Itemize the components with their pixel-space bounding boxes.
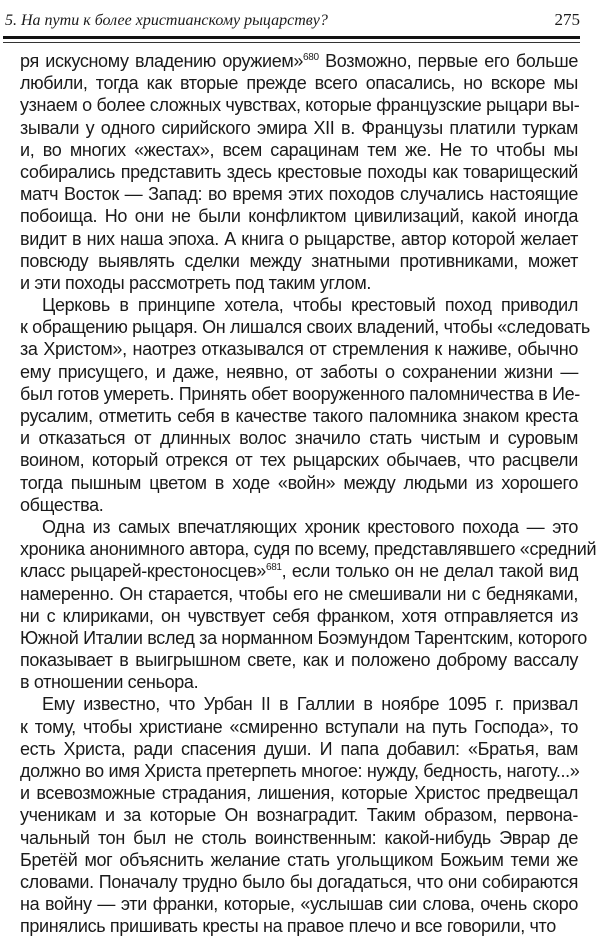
text-line: [20, 693, 578, 715]
text-segment: ученикам и за которые Он вознаградит. Таким образом, первона-: [20, 805, 578, 826]
text-segment: ря искусному владению оружием»: [20, 51, 304, 71]
text-segment: класс рыцарей-крестоносцев»: [20, 561, 266, 582]
paragraph: [20, 294, 590, 516]
text-line: [20, 871, 578, 893]
footnote-marker: 681: [265, 562, 282, 574]
text-line: [20, 338, 578, 360]
text-line: [20, 804, 578, 826]
text-line: [20, 472, 578, 494]
text-line: [20, 849, 578, 871]
text-segment: к обращению рыцаря. Он лишался своих владений, чтобы «следовать: [20, 317, 590, 338]
text-line: [20, 516, 578, 538]
text-segment: показывает в выигрышном свете, как и положено доброму вассалу: [20, 650, 578, 671]
text-line: [20, 538, 597, 560]
text-segment: должно во имя Христа претерпеть многое: нужду, бедность, наготу...»: [20, 761, 580, 781]
text-segment: зывали у одного сирийского эмира XII в. Французы платили туркам: [20, 117, 578, 138]
text-line: [20, 405, 578, 427]
text-segment: любили, тогда как вторые прежде всего опасались, но вскоре мы: [20, 73, 578, 94]
text-segment: хроника анонимного автора, судя по всему, представлявшего «средний: [20, 539, 597, 560]
text-line: [20, 671, 578, 693]
text-line: [20, 827, 578, 849]
text-line: [20, 427, 578, 449]
text-segment: есть Христа, ради спасения души. И папа добавил: «Братья, вам: [20, 738, 578, 759]
text-segment: был готов умереть. Принять обет вооруженного паломничества в Ие-: [20, 383, 580, 404]
header-rule-thick: [3, 36, 580, 39]
text-line: [20, 738, 578, 760]
text-segment: в отношении сеньора.: [20, 672, 199, 693]
text-line: [20, 627, 587, 649]
text-line: [20, 161, 578, 183]
text-line: [20, 560, 578, 582]
text-segment: чальный тон был не столь воинственным: какой-нибудь Эврар де: [20, 827, 578, 848]
text-line: [20, 183, 578, 205]
text-line: [20, 583, 578, 605]
text-line: [20, 50, 578, 72]
paragraph: [20, 693, 578, 937]
text-line: [20, 205, 578, 227]
text-segment: словами. Поначалу трудно было бы догадаться, что они собираются: [20, 871, 578, 892]
text-line: [20, 361, 578, 383]
text-segment: видит в них наша эпоха. А книга о рыцарстве, автор которой желает: [20, 228, 578, 249]
text-line: [20, 294, 578, 316]
text-line: [20, 272, 578, 294]
text-segment: , если только он не делал такой вид: [281, 561, 579, 582]
text-segment: и всевозможные страдания, лишения, которые Христос предвещал: [20, 783, 578, 804]
text-line: [20, 383, 578, 405]
text-segment: Ему известно, что Урбан II в Галлии в ноябре 1095 г. призвал: [42, 694, 578, 715]
text-segment: ему присущего, и даже, неявно, от заботы о сохранении жизни —: [20, 361, 578, 382]
running-header: [5, 8, 580, 30]
text-line: [20, 716, 578, 738]
footnote-marker: 680: [303, 52, 319, 63]
text-segment: и, во многих «жестах», всем сарацинам тем же. Не то чтобы мы: [20, 139, 578, 160]
text-line: [20, 72, 578, 94]
text-segment: намеренно. Он старается, чтобы его не смешивали ни с бедняками,: [20, 583, 578, 604]
text-segment: Церковь в принципе хотела, чтобы крестовый поход приводил: [42, 295, 578, 316]
text-segment: побоища. Но они не были конфликтом цивилизаций, какой иногда: [20, 206, 578, 227]
text-line: [20, 893, 578, 915]
paragraph: [20, 516, 597, 694]
text-segment: Южной Италии вслед за норманном Боэмундом Тарентским, которого: [20, 627, 587, 648]
text-segment: Бретёй мог объяснить желание стать угольщиком Божьим теми же: [20, 849, 578, 870]
text-line: [20, 494, 578, 516]
text-segment: на войну — эти франки, которые, «услышав сии слова, очень скоро: [20, 894, 578, 915]
text-line: [20, 316, 590, 338]
text-segment: ни с клириками, он чувствует себя франком, хотя отправляется из: [20, 605, 578, 626]
paragraph: [20, 50, 578, 294]
text-segment: повсюду выявлять сделки между знатными противниками, может: [20, 250, 578, 271]
text-line: [20, 117, 578, 139]
running-title: 5. На пути к более христианскому рыцарству?: [5, 12, 328, 29]
text-line: [20, 139, 578, 161]
text-segment: Одна из самых впечатляющих хроник крестового похода — это: [42, 516, 578, 537]
page-number: 275: [554, 10, 580, 29]
text-segment: и эти походы рассмотреть под таким углом.: [20, 272, 371, 293]
text-segment: узнаем о более сложных чувствах, которые французские рыцари вы-: [20, 95, 580, 116]
text-segment: общества.: [20, 494, 104, 515]
text-line: [20, 649, 578, 671]
text-segment: к тому, чтобы христиане «смиренно вступали на путь Господа», то: [20, 716, 578, 737]
text-line: [20, 782, 578, 804]
text-line: [20, 449, 578, 471]
text-segment: воином, который отрекся от тех рыцарских обычаев, что расцвели: [20, 450, 578, 471]
text-line: [20, 250, 578, 272]
text-line: [20, 915, 578, 937]
text-segment: за Христом», наотрез отказывался от стремления к наживе, обычно: [20, 339, 578, 360]
header-rule-thin: [3, 42, 580, 43]
body-text: [20, 50, 597, 938]
text-segment: русалим, отметить себя в качестве такого паломника знаком креста: [20, 406, 578, 426]
text-segment: матч Восток — Запад: во время этих походов случались настоящие: [20, 184, 578, 205]
text-segment: и отказаться от длинных волос значило стать чистым и суровым: [20, 428, 578, 449]
text-line: [20, 228, 578, 250]
text-line: [20, 760, 578, 782]
text-line: [20, 605, 578, 627]
text-segment: Возможно, первые его больше: [318, 51, 578, 71]
text-segment: собирались представить здесь крестовые походы как товарищеский: [20, 161, 578, 182]
text-segment: тогда пышным цветом в ходе «войн» между людьми из хорошего: [20, 472, 578, 493]
text-segment: принялись пришивать кресты на правое плечо и все говорили, что: [20, 916, 556, 937]
text-line: [20, 94, 578, 116]
